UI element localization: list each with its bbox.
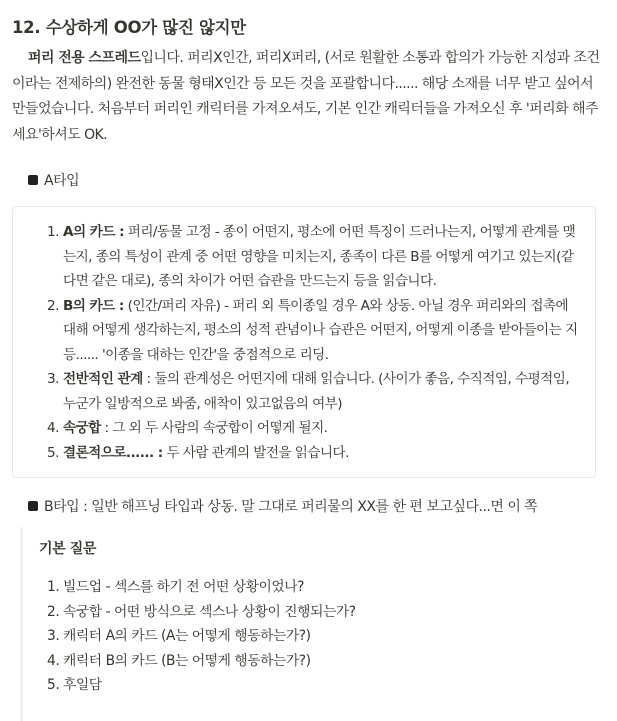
list-number: 3. — [47, 371, 59, 387]
section-heading: 12. 수상하게 OO가 많진 않지만 — [12, 18, 246, 37]
item-title: 속궁합 — [63, 420, 101, 436]
item-title: B의 카드 : — [63, 297, 124, 314]
list-number: 2. — [47, 603, 60, 620]
list-number: 5. — [47, 444, 59, 461]
item-text: 후일담 — [63, 677, 102, 693]
square-bullet-icon — [28, 501, 38, 511]
list-item — [23, 649, 356, 674]
type-a-bullet — [28, 170, 79, 190]
item-text: 퍼리/동물 고정 - 종이 어떤지, 평소에 어떤 특징이 드러나는지, 어떻게 관계를 맺는지, 종의 특성이 관계 중 어떤 영향을 미치는지, 종족이 다른 B를 어떻게 여기고 있는지(같다면 같은 대로), 종의 차이가 어떤 습관을 만드는지 등을 읽습니다. — [63, 224, 576, 289]
list-item — [13, 220, 595, 294]
intro-lead: 퍼리 전용 스프레드 — [28, 50, 141, 66]
item-title: 전반적인 관계 — [63, 371, 143, 387]
item-text: 속궁합 - 어떤 방식으로 섹스나 상황이 진행되는가? — [63, 603, 356, 620]
list-item — [23, 624, 356, 649]
item-text: (인간/퍼리 자유) - 퍼리 외 특이종일 경우 A와 상동. 아닐 경우 퍼리와의 접촉에 대해 어떻게 생각하는지, 평소의 성적 관념이나 습관은 어떤지, 어떻게 이종을 받아들이는 지 등...... '이종을 대하는 인간'을 중점적으로 리딩. — [63, 297, 578, 363]
item-text: : 그 외 두 사람의 속궁합이 어떻게 될지. — [100, 420, 328, 436]
item-text: 두 사람 관계의 발전을 읽습니다. — [162, 444, 349, 461]
list-number: 5. — [47, 677, 60, 693]
basic-questions-block — [20, 527, 610, 721]
intro-paragraph — [12, 46, 608, 148]
item-title: 결론적으로...... : — [63, 444, 163, 461]
list-number: 4. — [47, 420, 59, 436]
square-bullet-icon — [28, 175, 38, 185]
type-a-label: A타입 — [44, 173, 80, 189]
list-item — [13, 416, 595, 441]
list-item — [23, 673, 356, 698]
type-a-callout — [12, 206, 596, 478]
item-title: A의 카드 : — [63, 224, 124, 240]
item-text: 캐릭터 A의 카드 (A는 어떻게 행동하는가?) — [63, 628, 311, 644]
list-number: 2. — [47, 297, 59, 314]
basic-questions-title: 기본 질문 — [39, 541, 96, 557]
list-item — [13, 441, 595, 466]
list-number: 1. — [47, 579, 60, 595]
basic-questions-list — [23, 575, 356, 698]
list-item — [23, 575, 356, 600]
item-text: 캐릭터 B의 카드 (B는 어떻게 행동하는가?) — [63, 652, 311, 669]
type-a-list — [13, 220, 595, 465]
type-b-bullet — [28, 496, 537, 516]
list-number: 4. — [47, 652, 60, 669]
intro-text: 입니다. 퍼리X인간, 퍼리X퍼리, (서로 원활한 소통과 합의가 가능한 지성과 조건이라는 전제하의) 완전한 동물 형태X인간 등 모든 것을 포괄합니다...... 해당 소재를 너무 받고 싶어서 만들었습니다. 처음부터 퍼리인 캐릭터를 가져오셔도, 기본 인간 캐릭터들을 가져오신 후 '퍼리화 해주세요'하셔도 OK. — [12, 50, 600, 143]
list-item — [13, 294, 595, 368]
list-number: 1. — [47, 224, 59, 240]
item-text: : 둘의 관계성은 어떤지에 대해 읽습니다. (사이가 좋음, 수직적임, 수평적임, 누군가 일방적으로 봐줌, 애착이 있고없음의 여부) — [63, 371, 570, 412]
type-b-label: B타입 : 일반 해프닝 타입과 상동. 말 그대로 퍼리물의 XX를 한 편 보고싶다...면 이 쪽 — [44, 499, 538, 515]
list-number: 3. — [47, 628, 60, 644]
list-item — [23, 600, 356, 625]
item-text: 빌드업 - 섹스를 하기 전 어떤 상황이었나? — [63, 579, 305, 595]
list-item — [13, 367, 595, 416]
